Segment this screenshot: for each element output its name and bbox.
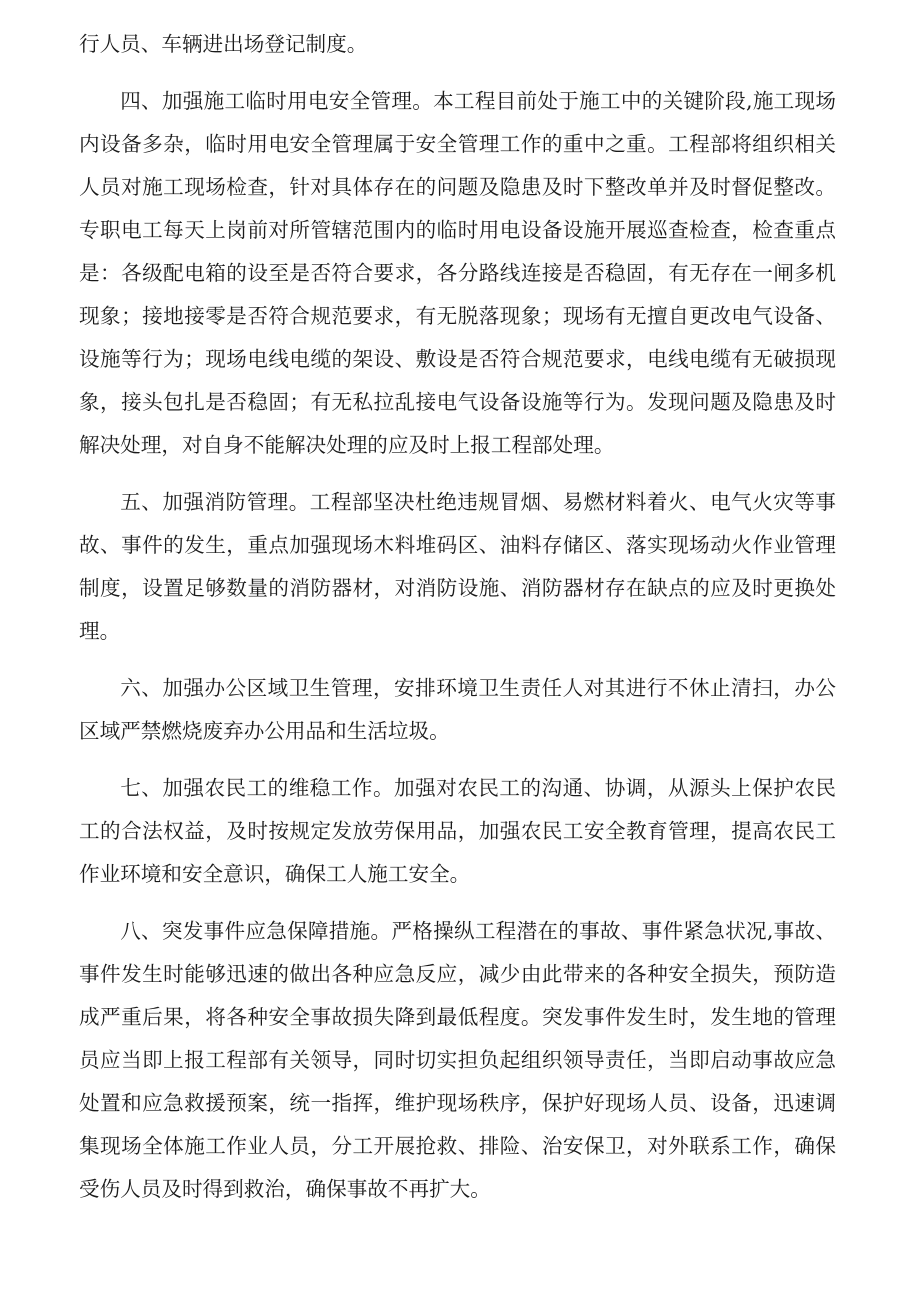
paragraph-migrant-workers: 七、加强农民工的维稳工作。加强对农民工的沟通、协调，从源头上保护农民工的合法权益，及时按规定发放劳保用品，加强农民工安全教育管理，提高农民工作业环境和安全意识，确保工人施工安全。 (79, 776, 836, 886)
paragraph-emergency-response: 八、突发事件应急保障措施。严格操纵工程潜在的事故、事件紧急状况,事故、事件发生时能够迅速的做出各种应急反应，减少由此带来的各种安全损失，预防造成严重后果，将各种安全事故损失降到最低程度。突发事件发生时，发生地的管理员应当即上报工程部有关领导，同时切实担负起组织领导责任，当即启动事故应急处置和应急救援预案，统一指挥，维护现场秩序，保护好现场人员、设备，迅速调集现场全体施工作业人员，分工开展抢救、排险、治安保卫，对外联系工作，确保受伤人员及时得到救治，确保事故不再扩大。 (79, 919, 836, 1201)
paragraph-office-hygiene: 六、加强办公区域卫生管理，安排环境卫生责任人对其进行不休止清扫，办公区域严禁燃烧废弃办公用品和生活垃圾。 (79, 676, 836, 743)
paragraph-electrical-safety: 四、加强施工临时用电安全管理。本工程目前处于施工中的关键阶段,施工现场内设备多杂，临时用电安全管理属于安全管理工作的重中之重。工程部将组织相关人员对施工现场检查，针对具体存在的问题及隐患及时下整改单并及时督促整改。专职电工每天上岗前对所管辖范围内的临时用电设备设施开展巡查检查，检查重点是：各级配电箱的设至是否符合要求，各分路线连接是否稳固，有无存在一闸多机现象；接地接零是否符合规范要求，有无脱落现象；现场有无擅自更改电气设备、设施等行为；现场电线电缆的架设、敷设是否符合规范要求，电线电缆有无破损现象，接头包扎是否稳固；有无私拉乱接电气设备设施等行为。发现问题及隐患及时解决处理，对自身不能解决处理的应及时上报工程部处理。 (79, 89, 836, 457)
paragraph-continuation: 行人员、车辆进出场登记制度。 (79, 32, 368, 56)
paragraph-fire-safety: 五、加强消防管理。工程部坚决杜绝违规冒烟、易燃材料着火、电气火灾等事故、事件的发生，重点加强现场木料堆码区、油料存储区、落实现场动火作业管理制度，设置足够数量的消防器材，对消防设施、消防器材存在缺点的应及时更换处理。 (79, 490, 836, 643)
document-page (79, 23, 836, 1225)
